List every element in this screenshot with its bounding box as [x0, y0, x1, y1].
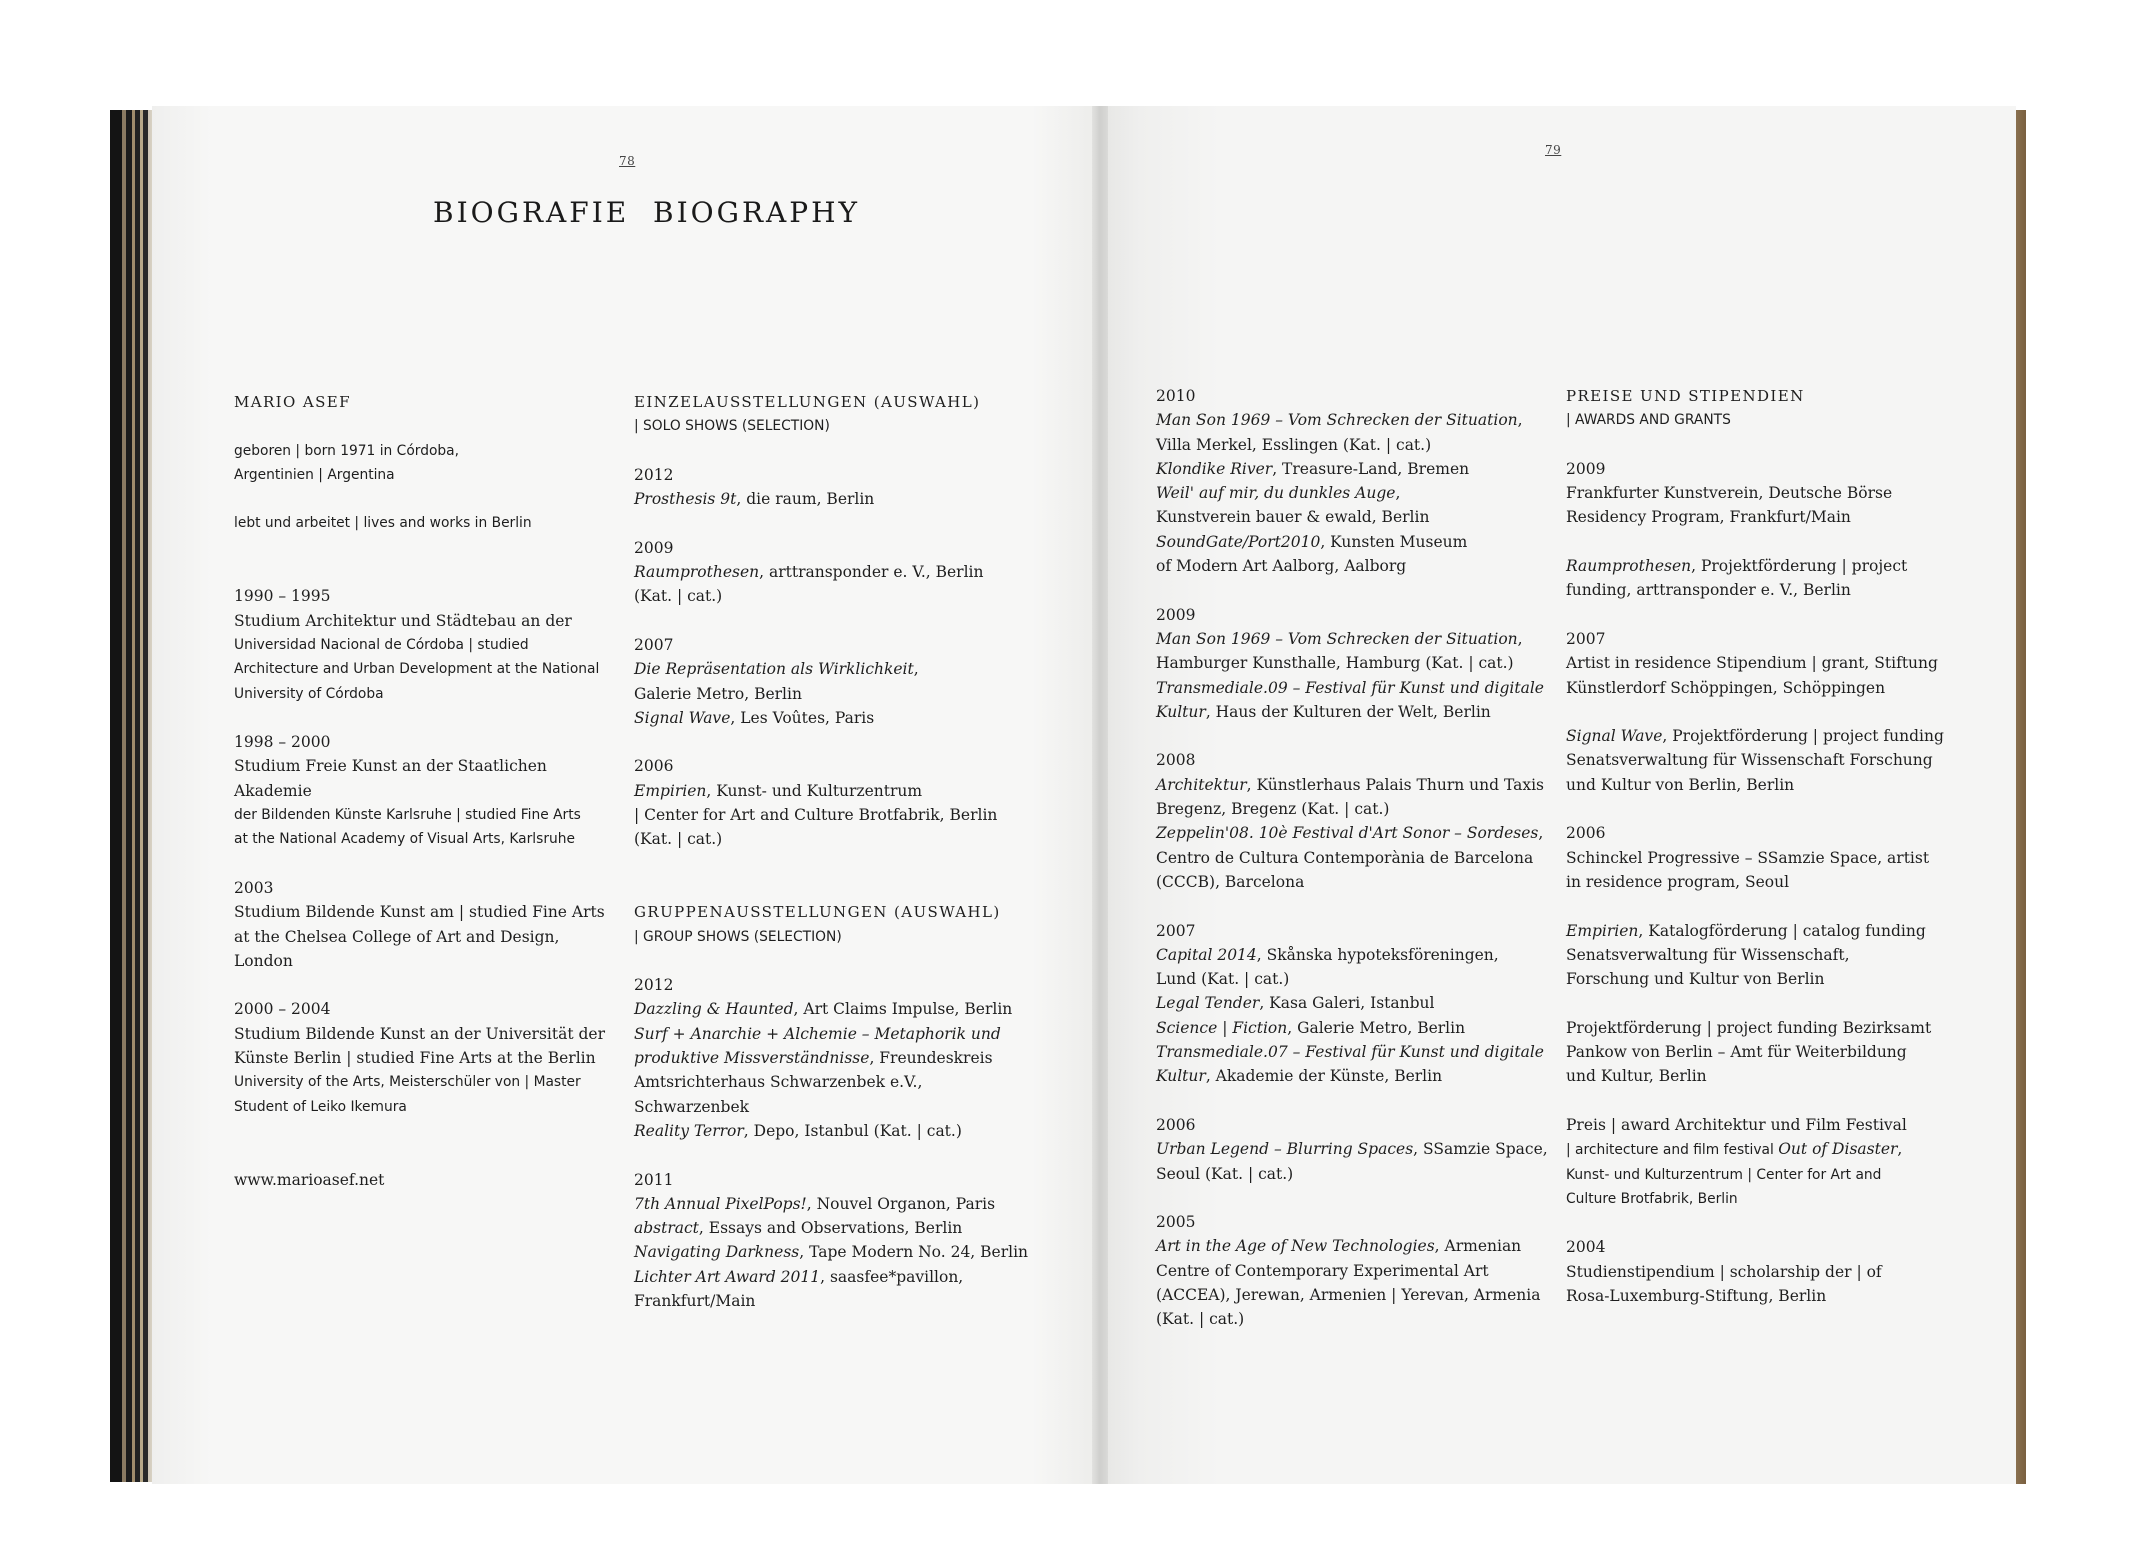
award-line: , Projektförderung | project	[1691, 557, 1908, 576]
exhibition-venue: ,	[1395, 484, 1401, 503]
group-subheading: | GROUP SHOWS (SELECTION)	[634, 928, 842, 945]
exhibition-title: Reality Terror	[634, 1121, 744, 1140]
exhibition-title: Navigating Darkness	[634, 1243, 800, 1262]
book-gutter	[1092, 106, 1108, 1484]
education-line: University of the Arts, Meisterschüler von | Master	[234, 1074, 581, 1091]
group-shows-continued-column	[1156, 384, 1556, 1332]
exhibition-venue: , Les Voûtes, Paris	[730, 708, 875, 727]
exhibition-title: Kultur	[1156, 1067, 1206, 1086]
exhibition-venue: Galerie Metro, Berlin	[634, 684, 802, 703]
exhibition-venue: , Nouvel Organon, Paris	[806, 1194, 996, 1213]
exhibition-venue: , saasfee*pavillon,	[820, 1267, 964, 1286]
born-line-1: geboren | born 1971 in Córdoba,	[234, 442, 459, 459]
group-heading: GRUPPENAUSSTELLUNGEN (AUSWAHL)	[634, 903, 1001, 922]
exhibition-venue: Villa Merkel, Esslingen (Kat. | cat.)	[1156, 435, 1432, 454]
group-year: 2008	[1156, 751, 1196, 770]
exhibition-title: Architektur	[1156, 775, 1247, 794]
exhibition-venue: , Kasa Galeri, Istanbul	[1259, 994, 1435, 1013]
exhibition-venue: Hamburger Kunsthalle, Hamburg (Kat. | cat.)	[1156, 654, 1514, 673]
award-line: Rosa-Luxemburg-Stiftung, Berlin	[1566, 1286, 1827, 1305]
group-year: 2011	[634, 1170, 674, 1189]
award-line: in residence program, Seoul	[1566, 872, 1790, 891]
page-edges-left	[110, 110, 156, 1482]
exhibition-venue: Centro de Cultura Contemporània de Barcelona	[1156, 848, 1534, 867]
exhibition-venue: , Tape Modern No. 24, Berlin	[799, 1243, 1029, 1262]
award-year: 2004	[1566, 1238, 1606, 1257]
exhibition-venue: | Center for Art and Culture Brotfabrik, Berlin	[634, 806, 998, 825]
award-line: Studienstipendium | scholarship der | of	[1566, 1262, 1882, 1281]
award-line: Residency Program, Frankfurt/Main	[1566, 508, 1851, 527]
exhibition-venue: Amtsrichterhaus Schwarzenbek e.V.,	[634, 1073, 923, 1092]
solo-year: 2006	[634, 757, 674, 776]
page-number-right: 79	[1545, 143, 1562, 157]
exhibition-venue: (ACCEA), Jerewan, Armenien | Yerevan, Armenia	[1156, 1285, 1541, 1304]
award-year: 2009	[1566, 459, 1606, 478]
group-year: 2007	[1156, 921, 1196, 940]
exhibition-venue: , Galerie Metro, Berlin	[1287, 1018, 1466, 1037]
education-line: Student of Leiko Ikemura	[234, 1098, 407, 1115]
exhibition-venue: ,	[1517, 411, 1523, 430]
education-line: Universidad Nacional de Córdoba | studied	[234, 636, 529, 653]
awards-subheading: | AWARDS AND GRANTS	[1566, 412, 1731, 429]
exhibition-venue: , Depo, Istanbul (Kat. | cat.)	[743, 1121, 962, 1140]
group-year: 2012	[634, 976, 674, 995]
exhibition-venue: , die raum, Berlin	[736, 490, 875, 509]
exhibition-title: SoundGate/Port2010	[1156, 532, 1321, 551]
education-line: der Bildenden Künste Karlsruhe | studied Fine Arts	[234, 807, 581, 824]
exhibition-venue: (CCCB), Barcelona	[1156, 872, 1305, 891]
page-number-left: 78	[619, 154, 636, 168]
exhibition-title: Man Son 1969 – Vom Schrecken der Situation	[1156, 629, 1518, 648]
exhibition-title: produktive Missverständnisse	[634, 1049, 870, 1068]
exhibition-venue: ,	[913, 660, 919, 679]
award-line: Senatsverwaltung für Wissenschaft,	[1566, 945, 1850, 964]
education-years: 2000 – 2004	[234, 1000, 331, 1019]
exhibition-venue: ,	[1517, 629, 1523, 648]
born-line-2: Argentinien | Argentina	[234, 466, 395, 483]
website-link[interactable]: www.marioasef.net	[234, 1170, 385, 1189]
award-line: Schinckel Progressive – SSamzie Space, artist	[1566, 848, 1930, 867]
award-line: Preis | award Architektur und Film Festival	[1566, 1115, 1907, 1134]
award-title: Raumprothesen	[1566, 557, 1692, 576]
exhibition-title: Dazzling & Haunted	[634, 1000, 794, 1019]
exhibition-title: abstract	[634, 1219, 699, 1238]
solo-year: 2007	[634, 635, 674, 654]
education-line: Studium Freie Kunst an der Staatlichen Akademie	[234, 757, 547, 800]
exhibition-venue: of Modern Art Aalborg, Aalborg	[1156, 557, 1407, 576]
solo-subheading: | SOLO SHOWS (SELECTION)	[634, 418, 830, 435]
awards-heading: PREISE UND STIPENDIEN	[1566, 387, 1805, 405]
award-line: Kunst- und Kulturzentrum | Center for Art and	[1566, 1166, 1882, 1183]
exhibition-title: 7th Annual PixelPops!	[634, 1194, 807, 1213]
education-entry	[234, 997, 614, 1118]
exhibition-title: Weil' auf mir, du dunkles Auge	[1156, 484, 1396, 503]
exhibition-venue: Frankfurt/Main	[634, 1291, 756, 1310]
exhibition-venue: , arttransponder e. V., Berlin	[759, 563, 984, 582]
exhibition-title: Empirien	[634, 781, 707, 800]
education-years: 2003	[234, 878, 274, 897]
exhibition-title: Prosthesis 9t	[634, 490, 737, 509]
exhibition-note: (Kat. | cat.)	[634, 587, 723, 606]
award-line: , Katalogförderung | catalog funding	[1638, 921, 1926, 940]
education-line: at the National Academy of Visual Arts, Karlsruhe	[234, 831, 575, 848]
exhibition-title: Zeppelin'08. 10è Festival d'Art Sonor – Sordeses	[1156, 824, 1539, 843]
exhibition-venue: ,	[1538, 824, 1544, 843]
exhibition-title: Lichter Art Award 2011	[634, 1267, 821, 1286]
award-line: , Projektförderung | project funding	[1662, 727, 1944, 746]
award-year: 2007	[1566, 629, 1606, 648]
exhibition-venue: , Akademie der Künste, Berlin	[1205, 1067, 1443, 1086]
bio-column	[234, 390, 614, 1192]
award-line: | architecture and film festival	[1566, 1142, 1779, 1159]
education-entry	[234, 876, 614, 973]
exhibition-venue: , Künstlerhaus Palais Thurn und Taxis	[1246, 775, 1544, 794]
education-line: University of Córdoba	[234, 685, 384, 702]
exhibitions-column	[634, 390, 1034, 1313]
award-year: 2006	[1566, 824, 1606, 843]
exhibition-venue: Seoul (Kat. | cat.)	[1156, 1164, 1294, 1183]
exhibition-venue: Schwarzenbek	[634, 1097, 750, 1116]
solo-year: 2009	[634, 538, 674, 557]
award-line: Frankfurter Kunstverein, Deutsche Börse	[1566, 484, 1893, 503]
exhibition-title: Raumprothesen	[634, 563, 760, 582]
exhibition-title: Legal Tender	[1156, 994, 1260, 1013]
awards-column	[1566, 384, 1976, 1308]
exhibition-note: (Kat. | cat.)	[634, 830, 723, 849]
education-line: Studium Bildende Kunst am | studied Fine Arts	[234, 903, 605, 922]
award-line: Künstlerdorf Schöppingen, Schöppingen	[1566, 678, 1886, 697]
education-years: 1998 – 2000	[234, 733, 331, 752]
page-title: BIOGRAFIE BIOGRAPHY	[433, 196, 860, 229]
award-line: und Kultur von Berlin, Berlin	[1566, 775, 1795, 794]
award-line: Culture Brotfabrik, Berlin	[1566, 1190, 1738, 1207]
exhibition-venue: , Art Claims Impulse, Berlin	[793, 1000, 1013, 1019]
exhibition-venue: Bregenz, Bregenz (Kat. | cat.)	[1156, 800, 1390, 819]
education-line: Künste Berlin | studied Fine Arts at the Berlin	[234, 1049, 596, 1068]
exhibition-venue: Lund (Kat. | cat.)	[1156, 970, 1290, 989]
education-years: 1990 – 1995	[234, 587, 331, 606]
award-title: Empirien	[1566, 921, 1639, 940]
award-line: funding, arttransponder e. V., Berlin	[1566, 581, 1851, 600]
exhibition-title: Science | Fiction	[1156, 1018, 1288, 1037]
exhibition-venue: , Freundeskreis	[869, 1049, 993, 1068]
exhibition-venue: , Kunst- und Kulturzentrum	[706, 781, 923, 800]
exhibition-title: Die Repräsentation als Wirklichkeit	[634, 660, 914, 679]
exhibition-title: Signal Wave	[634, 708, 731, 727]
exhibition-venue: , Armenian	[1434, 1237, 1522, 1256]
award-title: Signal Wave	[1566, 727, 1663, 746]
solo-year: 2012	[634, 465, 674, 484]
exhibition-title: Transmediale.09 – Festival für Kunst und digitale	[1156, 678, 1544, 697]
artist-name: MARIO ASEF	[234, 393, 351, 411]
exhibition-title: Urban Legend – Blurring Spaces	[1156, 1140, 1414, 1159]
exhibition-venue: , Essays and Observations, Berlin	[698, 1219, 963, 1238]
exhibition-note: (Kat. | cat.)	[1156, 1310, 1245, 1329]
education-line: Studium Architektur und Städtebau an der	[234, 611, 572, 630]
exhibition-venue: Kunstverein bauer & ewald, Berlin	[1156, 508, 1430, 527]
award-line: Forschung und Kultur von Berlin	[1566, 970, 1825, 989]
lives-line: lebt und arbeitet | lives and works in Berlin	[234, 515, 532, 532]
solo-heading: EINZELAUSSTELLUNGEN (AUSWAHL)	[634, 393, 981, 411]
award-line: Senatsverwaltung für Wissenschaft Forschung	[1566, 751, 1933, 770]
exhibition-title: Kultur	[1156, 702, 1206, 721]
exhibition-venue: , Treasure-Land, Bremen	[1272, 459, 1470, 478]
education-line: Studium Bildende Kunst an der Universität der	[234, 1024, 606, 1043]
award-line: ,	[1897, 1140, 1903, 1159]
exhibition-title: Art in the Age of New Technologies	[1156, 1237, 1435, 1256]
exhibition-venue: , Skånska hypoteksföreningen,	[1256, 945, 1499, 964]
exhibition-title: Transmediale.07 – Festival für Kunst und digitale	[1156, 1043, 1544, 1062]
exhibition-title: Capital 2014	[1156, 945, 1257, 964]
group-year: 2009	[1156, 605, 1196, 624]
award-line: Pankow von Berlin – Amt für Weiterbildung	[1566, 1043, 1907, 1062]
group-year: 2005	[1156, 1213, 1196, 1232]
exhibition-venue: , Kunsten Museum	[1320, 532, 1468, 551]
award-line: Projektförderung | project funding Bezirksamt	[1566, 1018, 1932, 1037]
group-year: 2010	[1156, 387, 1196, 405]
award-line: Artist in residence Stipendium | grant, Stiftung	[1566, 654, 1938, 673]
education-line: Architecture and Urban Development at the National	[234, 661, 600, 678]
award-line: und Kultur, Berlin	[1566, 1067, 1707, 1086]
exhibition-title: Klondike River	[1156, 459, 1273, 478]
exhibition-venue: , Haus der Kulturen der Welt, Berlin	[1205, 702, 1491, 721]
exhibition-title: Man Son 1969 – Vom Schrecken der Situation	[1156, 411, 1518, 430]
group-year: 2006	[1156, 1115, 1196, 1134]
education-line: at the Chelsea College of Art and Design, London	[234, 927, 560, 970]
education-entry	[234, 730, 614, 851]
exhibition-venue: Centre of Contemporary Experimental Art	[1156, 1261, 1489, 1280]
exhibition-title: Surf + Anarchie + Alchemie – Metaphorik und	[634, 1024, 1001, 1043]
education-entry	[234, 584, 614, 705]
award-title: Out of Disaster	[1778, 1140, 1898, 1159]
exhibition-venue: , SSamzie Space,	[1413, 1140, 1548, 1159]
